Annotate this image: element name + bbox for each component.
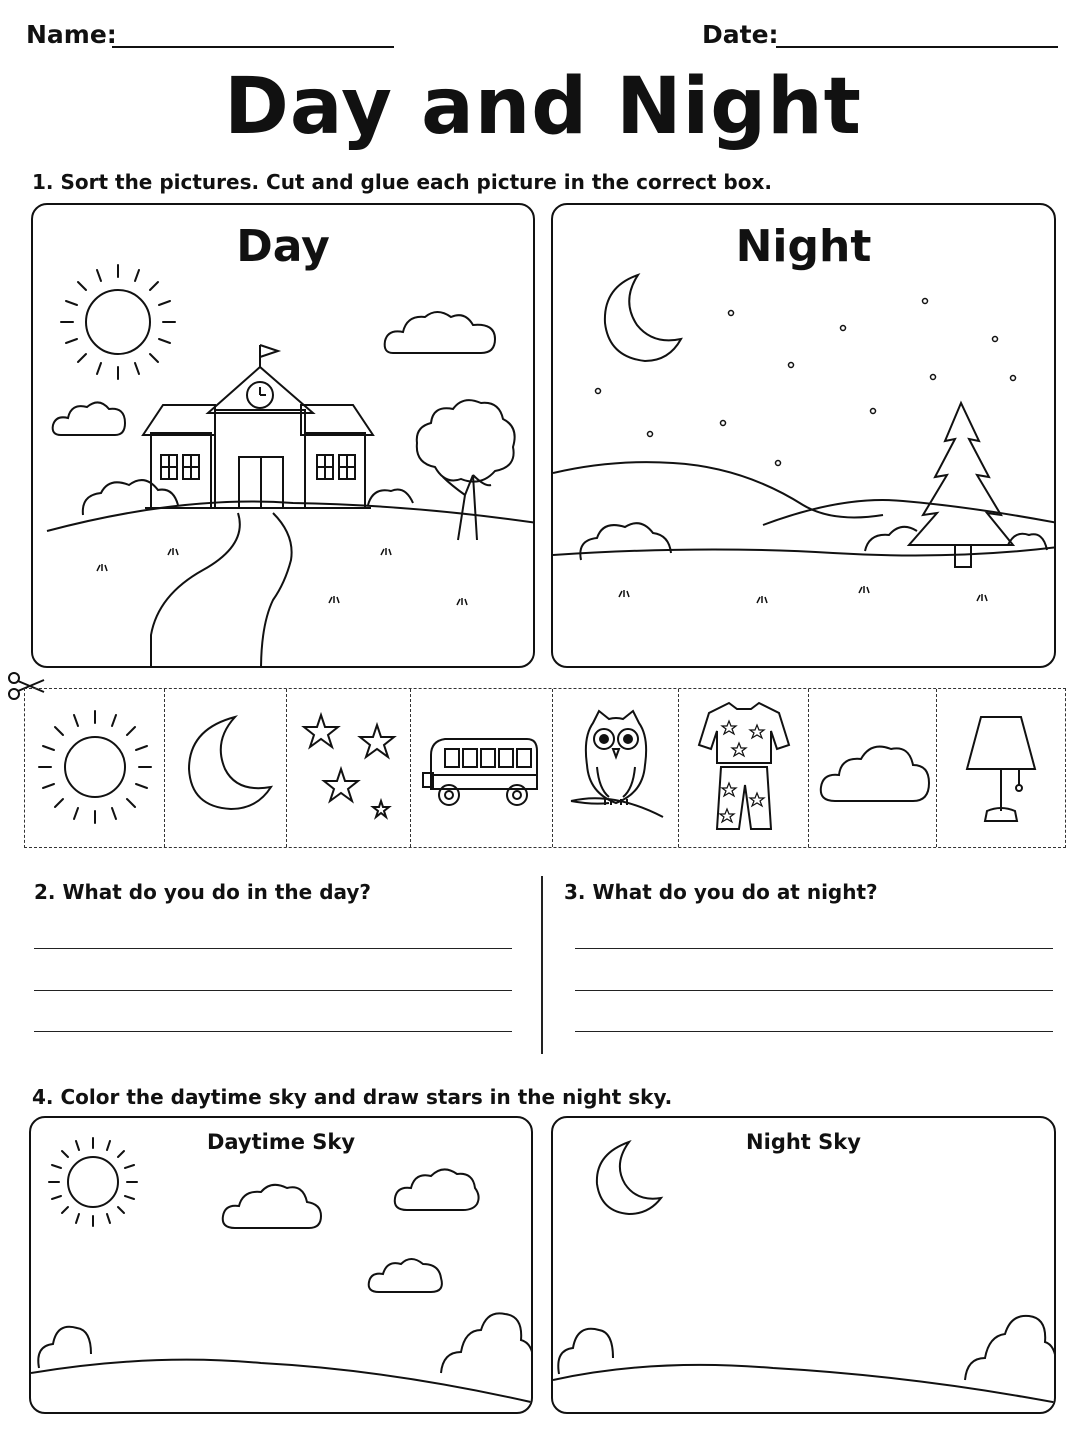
- answer-line[interactable]: [575, 1031, 1053, 1032]
- pajamas-icon: [679, 689, 809, 847]
- page-title: Day and Night: [224, 62, 862, 152]
- column-divider: [541, 876, 543, 1054]
- day-sort-box[interactable]: [31, 203, 535, 668]
- daytime-sky-label: Daytime Sky: [206, 1130, 356, 1154]
- name-field[interactable]: [112, 46, 394, 48]
- name-label: Name:: [26, 20, 117, 49]
- day-box-label: Day: [236, 221, 330, 272]
- cut-item-lamp[interactable]: [937, 689, 1065, 847]
- answer-line[interactable]: [575, 990, 1053, 991]
- lamp-icon: [937, 689, 1065, 847]
- answer-line[interactable]: [34, 990, 512, 991]
- stars-icon: [287, 689, 411, 847]
- question-4-prompt: 4. Color the daytime sky and draw stars in the night sky.: [32, 1085, 673, 1109]
- date-field[interactable]: [776, 46, 1058, 48]
- night-scene-illustration: [553, 205, 1056, 668]
- sun-icon: [49, 1138, 137, 1226]
- daytime-sky-illustration: [31, 1118, 533, 1414]
- night-sky-label: Night Sky: [746, 1130, 861, 1154]
- daytime-sky-box[interactable]: [29, 1116, 533, 1414]
- day-scene-illustration: [33, 205, 535, 668]
- question-1-prompt: 1. Sort the pictures. Cut and glue each picture in the correct box.: [32, 170, 772, 194]
- cut-out-strip: [24, 688, 1066, 848]
- night-box-label: Night: [735, 221, 872, 272]
- answer-line[interactable]: [575, 948, 1053, 949]
- question-3-prompt: 3. What do you do at night?: [564, 880, 878, 904]
- cloud-icon: [369, 1259, 442, 1292]
- sun-icon: [25, 689, 165, 847]
- cut-item-pajamas[interactable]: [679, 689, 809, 847]
- date-label: Date:: [702, 20, 779, 49]
- night-sort-box[interactable]: [551, 203, 1056, 668]
- school-bus-icon: [411, 689, 553, 847]
- answer-line[interactable]: [34, 1031, 512, 1032]
- cut-item-owl[interactable]: [553, 689, 679, 847]
- cloud-icon: [395, 1169, 479, 1210]
- cut-item-moon[interactable]: [165, 689, 287, 847]
- cloud-icon: [809, 689, 937, 847]
- night-sky-box[interactable]: [551, 1116, 1056, 1414]
- cloud-icon: [223, 1185, 321, 1228]
- sun-icon: [61, 265, 175, 379]
- cut-item-cloud[interactable]: [809, 689, 937, 847]
- school-building-icon: [143, 345, 373, 508]
- cloud-icon: [53, 402, 125, 435]
- moon-icon: [597, 1142, 661, 1214]
- night-sky-illustration: [553, 1118, 1056, 1414]
- owl-icon: [553, 689, 679, 847]
- answer-line[interactable]: [34, 948, 512, 949]
- moon-icon: [605, 275, 681, 361]
- cloud-icon: [385, 312, 495, 353]
- tree-icon: [417, 400, 515, 540]
- pine-tree-icon: [909, 403, 1013, 567]
- question-2-prompt: 2. What do you do in the day?: [34, 880, 372, 904]
- cut-item-sun[interactable]: [25, 689, 165, 847]
- cut-item-school-bus[interactable]: [411, 689, 553, 847]
- cut-item-stars[interactable]: [287, 689, 411, 847]
- moon-icon: [165, 689, 287, 847]
